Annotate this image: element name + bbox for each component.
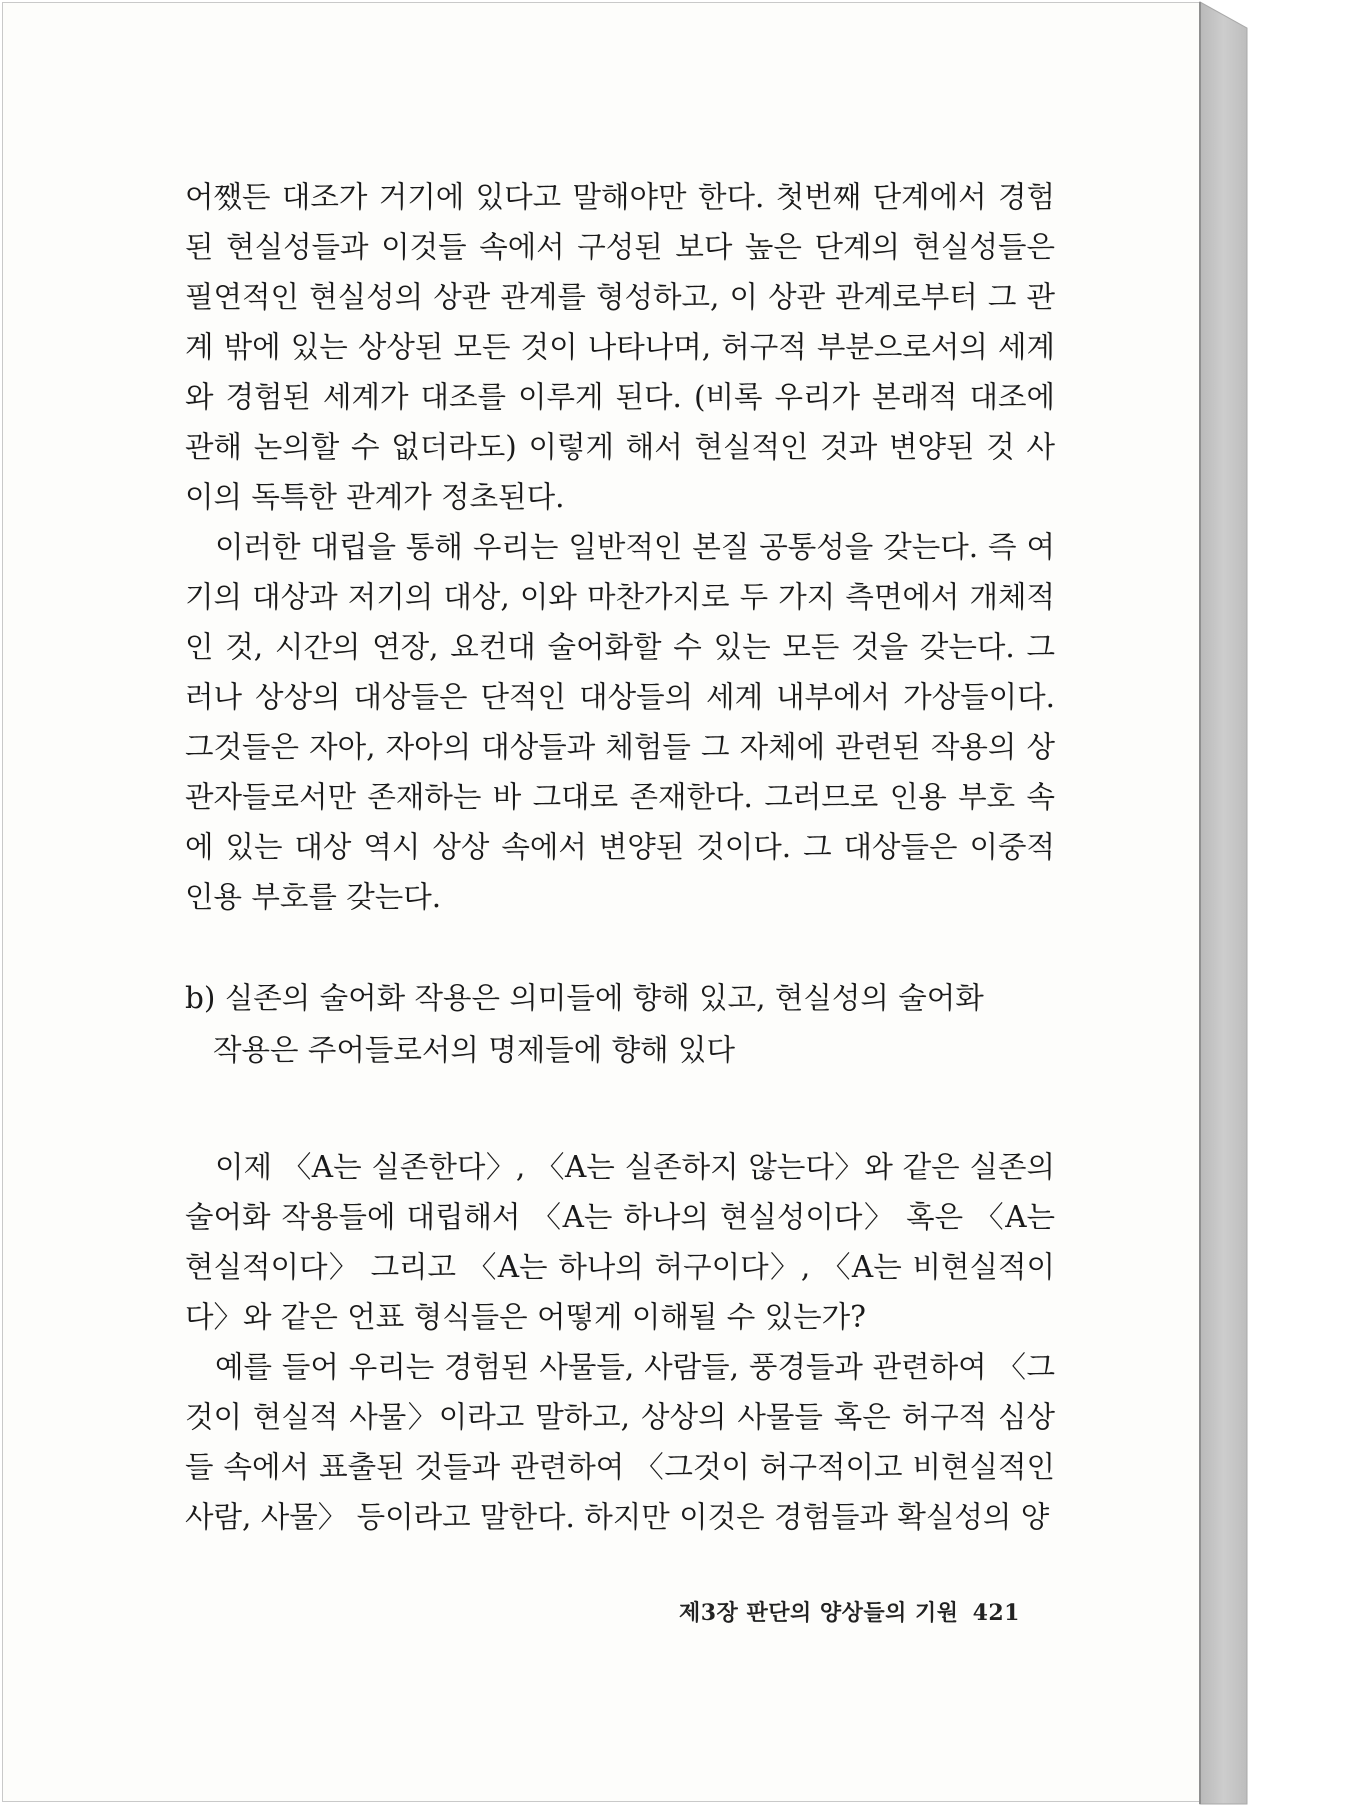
section-heading [185, 972, 1055, 1076]
page-edge-side [1200, 2, 1247, 1804]
page-number: 421 [972, 1600, 1020, 1626]
section-heading-line: b) 실존의 술어화 작용은 의미들에 향해 있고, 현실성의 술어화 [185, 981, 984, 1015]
paragraph: 예를 들어 우리는 경험된 사물들, 사람들, 풍경들과 관련하여 〈그것이 현실적 사물〉이라고 말하고, 상상의 사물들 혹은 허구적 심상들 속에서 표출된 것들과 관련하여 〈그것이 허구적이고 비현실적인 사람, 사물〉 등이라고 말한다. 하지만 이것은 경험들과 확실성의 양 [185, 1350, 1055, 1534]
paragraph: 이제 〈A는 실존한다〉, 〈A는 실존하지 않는다〉와 같은 실존의 술어화 작용들에 대립해서 〈A는 하나의 현실성이다〉 혹은 〈A는 현실적이다〉 그리고 〈A는 하나의 허구이다〉, 〈A는 비현실적이다〉와 같은 언표 형식들은 어떻게 이해될 수 있는가? [185, 1150, 1055, 1334]
section-heading-line: 작용은 주어들로서의 명제들에 향해 있다 [213, 1033, 735, 1067]
page-footer [640, 1596, 1020, 1627]
spacer [185, 1076, 1055, 1142]
paragraph: 어쨌든 대조가 거기에 있다고 말해야만 한다. 첫번째 단계에서 경험된 현실성들과 이것들 속에서 구성된 보다 높은 단계의 현실성들은 필연적인 현실성의 상관 관계를 형성하고, 이 상관 관계로부터 그 관계 밖에 있는 상상된 모든 것이 나타나며, 허구적 부분으로서의 세계와 경험된 세계가 대조를 이루게 된다. (비록 우리가 본래적 대조에 관해 논의할 수 없더라도) 이렇게 해서 현실적인 것과 변양된 것 사이의 독특한 관계가 정초된다. [185, 180, 1055, 514]
running-title: 제3장 판단의 양상들의 기원 [679, 1600, 959, 1626]
paragraph: 이러한 대립을 통해 우리는 일반적인 본질 공통성을 갖는다. 즉 여기의 대상과 저기의 대상, 이와 마찬가지로 두 가지 측면에서 개체적인 것, 시간의 연장, 요컨대 술어화할 수 있는 모든 것을 갖는다. 그러나 상상의 대상들은 단적인 대상들의 세계 내부에서 가상들이다. 그것들은 자아, 자아의 대상들과 체험들 그 자체에 관련된 작용의 상관자들로서만 존재하는 바 그대로 존재한다. 그러므로 인용 부호 속에 있는 대상 역시 상상 속에서 변양된 것이다. 그 대상들은 이중적 인용 부호를 갖는다. [185, 530, 1055, 914]
text-body [185, 172, 1055, 1542]
